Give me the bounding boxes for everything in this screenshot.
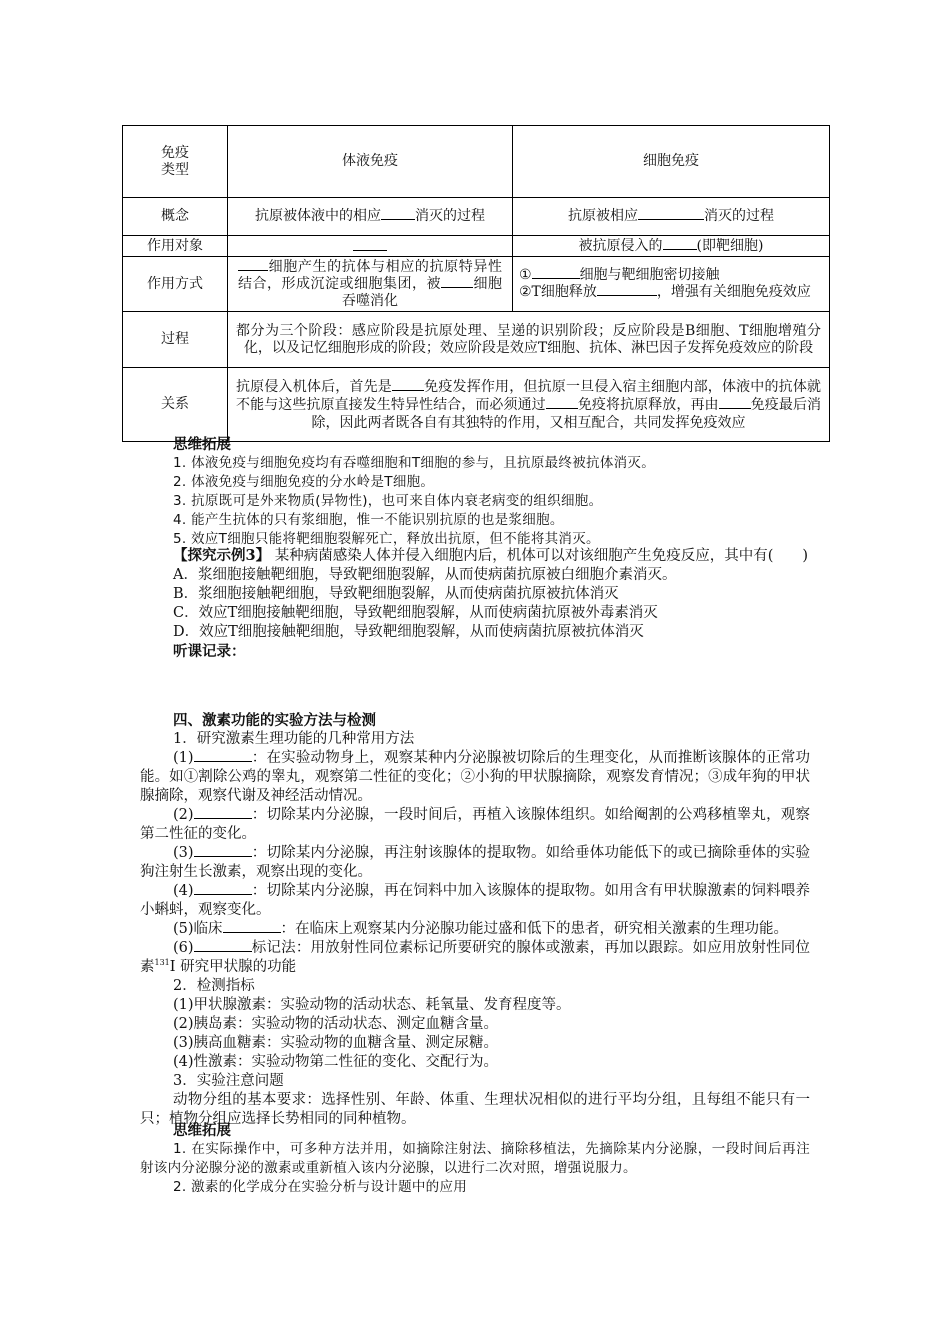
fill-blank[interactable]: [194, 894, 252, 895]
fill-blank[interactable]: [638, 219, 704, 220]
list-item: 3. 抗原既可是外来物质(异物性)，也可来自体内衰老病变的组织细胞。: [173, 493, 603, 509]
fill-blank[interactable]: [392, 390, 424, 391]
table-row-concept: [123, 198, 830, 236]
fill-blank[interactable]: [663, 249, 697, 250]
table-row-target: [123, 236, 830, 257]
immune-comparison-table: [122, 125, 830, 442]
option-d[interactable]: D．效应T细胞接触靶细胞，导致靶细胞裂解，从而使病菌抗原被抗体消灭: [173, 624, 644, 640]
header-cellular-cell: 细胞免疫: [513, 126, 830, 198]
isotope-superscript: 131: [154, 958, 170, 967]
option-b[interactable]: B．浆细胞接触靶细胞，导致靶细胞裂解，从而使病菌抗原被抗体消灭: [173, 586, 619, 602]
method-5: (5)临床 ：在临床上观察某内分泌腺功能过盛和低下的患者，研究相关激素的生理功能。: [173, 921, 789, 937]
row-label: 关系: [123, 368, 228, 442]
list-item: 1. 体液免疫与细胞免疫均有吞噬细胞和T细胞的参与，且抗原最终被抗体消灭。: [173, 455, 656, 471]
section-heading: 思维拓展: [173, 436, 231, 453]
list-item: (3)胰高血糖素：实验动物的血糖含量、测定尿糖。: [173, 1035, 499, 1051]
list-item: 2. 体液免疫与细胞免疫的分水岭是T细胞。: [173, 474, 435, 490]
section-hormone-methods: [140, 711, 810, 1129]
fill-blank[interactable]: [532, 278, 580, 279]
target-cellular-cell: 被抗原侵入的 (即靶细胞): [513, 236, 830, 257]
list-item: 4. 能产生抗体的只有浆细胞，惟一不能识别抗原的也是浆细胞。: [173, 512, 564, 528]
list-item: 5. 效应T细胞只能将靶细胞裂解死亡，释放出抗原，但不能将其消灭。: [173, 531, 600, 547]
list-item: (4)性激素：实验动物第二性征的变化、交配行为。: [173, 1054, 499, 1070]
table-row-mode: [123, 257, 830, 312]
row-label: 作用方式: [123, 257, 228, 312]
subheading: 1．研究激素生理功能的几种常用方法: [173, 731, 415, 747]
table-header-row: [123, 126, 830, 198]
fill-blank[interactable]: [381, 219, 415, 220]
example-stem: 【探究示例3】 某种病菌感染人体并侵入细胞内后，机体可以对该细胞产生免疫反应，其中有( ): [173, 547, 809, 564]
mode-humoral-cell: 细胞产生的抗体与相应的抗原特异性结合，形成沉淀或细胞集团，被 细胞吞噬消化: [228, 257, 513, 312]
subheading: 2．检测指标: [173, 978, 255, 994]
fill-blank[interactable]: [194, 951, 252, 952]
grouping-note: 动物分组的基本要求：选择性别、年龄、体重、生理状况相似的进行平均分组，且每组不能只有一只；植物分组应选择长势相同的同种植物。: [140, 1092, 810, 1127]
fill-blank[interactable]: [194, 856, 252, 857]
method-4: (4) ：切除某内分泌腺，再在饲料中加入该腺体的提取物。如用含有甲状腺激素的饲料喂养小蝌蚪，观察变化。: [140, 883, 810, 918]
table-row-process: [123, 312, 830, 368]
section-thinking-1: [140, 435, 810, 549]
fill-blank[interactable]: [223, 932, 281, 933]
list-item: (2)胰岛素：实验动物的活动状态、测定血糖含量。: [173, 1016, 499, 1032]
section-heading: 思维拓展: [173, 1122, 231, 1139]
header-humoral-cell: 体液免疫: [228, 126, 513, 198]
header-type-cell: 免疫类型: [123, 126, 228, 198]
concept-cellular-cell: 抗原被相应 消灭的过程: [513, 198, 830, 236]
fill-blank[interactable]: [546, 408, 578, 409]
fill-blank[interactable]: [194, 761, 252, 762]
method-3: (3) ：切除某内分泌腺，再注射该腺体的提取物。如给垂体功能低下的或已摘除垂体的实验狗注射生长激素，观察出现的变化。: [140, 845, 810, 880]
method-6: (6) 标记法：用放射性同位素标记所要研究的腺体或激素，再加以跟踪。如应用放射性同位素$^{131}$Ⅰ 研究甲状腺的功能: [140, 940, 810, 975]
paragraph: 2. 激素的化学成分在实验分析与设计题中的应用: [173, 1179, 468, 1195]
mode-cellular-cell: [513, 257, 830, 312]
row-label: 概念: [123, 198, 228, 236]
row-label: 作用对象: [123, 236, 228, 257]
concept-humoral-cell: 抗原被体液中的相应 消灭的过程: [228, 198, 513, 236]
mode-cellular-line-1: ① 细胞与靶细胞密切接触: [519, 267, 720, 283]
fill-blank[interactable]: [238, 270, 268, 271]
option-a[interactable]: A．浆细胞接触靶细胞，导致靶细胞裂解，从而使病菌抗原被白细胞介素消灭。: [173, 567, 677, 583]
fill-blank[interactable]: [719, 408, 751, 409]
method-2: (2) ：切除某内分泌腺，一段时间后，再植入该腺体组织。如给阉割的公鸡移植睾丸，观察第二性征的变化。: [140, 807, 810, 842]
subheading: 3．实验注意问题: [173, 1073, 284, 1089]
notes-label: 听课记录：: [173, 643, 246, 660]
section-heading: 四、激素功能的实验方法与检测: [173, 712, 376, 729]
mode-cellular-line-2: ②T细胞释放 ，增强有关细胞免疫效应: [519, 284, 811, 300]
fill-blank[interactable]: [353, 236, 387, 251]
fill-blank[interactable]: [194, 818, 252, 819]
example-question: [140, 546, 810, 661]
target-humoral-cell: [228, 236, 513, 257]
paragraph: 1. 在实际操作中，可多种方法并用，如摘除注射法、摘除移植法，先摘除某内分泌腺，一段时间后再注射该内分泌腺分泌的激素或重新植入该内分泌腺，以进行二次对照，增强说服力。: [140, 1141, 810, 1176]
option-c[interactable]: C．效应T细胞接触靶细胞，导致靶细胞裂解，从而使病菌抗原被外毒素消灭: [173, 605, 658, 621]
row-label: 过程: [123, 312, 228, 368]
relation-cell: 抗原侵入机体后，首先是 免疫发挥作用，但抗原一旦侵入宿主细胞内部，体液中的抗体就不能与这些抗原直接发生特异性结合，而必须通过 免疫将抗原释放，再由 免疫最后消除，因此两者既各自有其独特的作用，又相互配合，共同发挥免疫效应: [228, 368, 830, 442]
list-item: (1)甲状腺激素：实验动物的活动状态、耗氧量、发育程度等。: [173, 997, 571, 1013]
method-1: (1) ：在实验动物身上，观察某种内分泌腺被切除后的生理变化，从而推断该腺体的正常功能。如①割除公鸡的睾丸，观察第二性征的变化；②小狗的甲状腺摘除，观察发育情况；③成年狗的甲状腺摘除，观察代谢及神经活动情况。: [140, 750, 810, 804]
section-thinking-2: [140, 1121, 810, 1197]
table-row-relation: [123, 368, 830, 442]
fill-blank[interactable]: [441, 287, 473, 288]
process-cell: 都分为三个阶段：感应阶段是抗原处理、呈递的识别阶段；反应阶段是B细胞、T细胞增殖分化，以及记忆细胞形成的阶段；效应阶段是效应T细胞、抗体、淋巴因子发挥免疫效应的阶段: [228, 312, 830, 368]
fill-blank[interactable]: [597, 295, 657, 296]
